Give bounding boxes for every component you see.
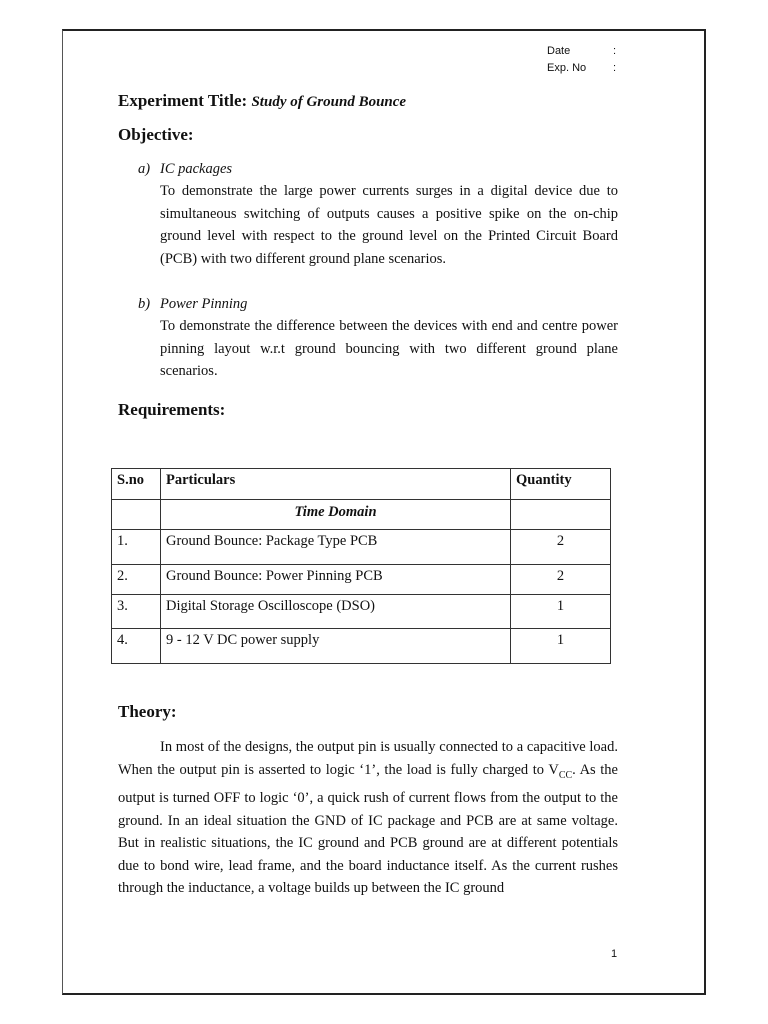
table-cell-sno: 2. bbox=[112, 565, 161, 595]
objective-item-ic-packages bbox=[118, 158, 618, 270]
vcc-subscript: CC bbox=[558, 769, 573, 781]
experiment-title bbox=[118, 88, 618, 114]
objective-item-title: IC packages bbox=[160, 161, 233, 177]
table-cell-quantity: 1 bbox=[511, 629, 611, 664]
objective-item-body: To demonstrate the large power currents surges in a digital device due to simultaneous switching of outputs causes a positive spike on the on-chip ground level with respect to the ground level on the Printed Circuit Board (PCB) with two different ground plane scenarios. bbox=[160, 183, 618, 267]
table-cell-quantity: 2 bbox=[511, 565, 611, 595]
theory-section bbox=[118, 700, 618, 915]
page-number: 1 bbox=[611, 948, 618, 960]
main-content bbox=[118, 88, 618, 421]
table-cell-sno: 4. bbox=[112, 629, 161, 664]
theory-heading: Theory: bbox=[118, 702, 177, 721]
table-cell-sno: 3. bbox=[112, 595, 161, 629]
date-row bbox=[547, 43, 621, 60]
theory-text-part2: . As the output is turned OFF to logic ‘0’, a quick rush of current flows from the output to the ground. In an ideal situation the GND of IC package and PCB are at same voltage. But in realistic situations, the IC ground and PCB ground are at different potentials due to bond wire, lead frame, and the board inductance itself. As the current rushes through the inductance, a voltage builds up between the IC ground bbox=[118, 761, 618, 897]
table-cell-particular: 9 - 12 V DC power supply bbox=[161, 629, 511, 664]
table-cell bbox=[112, 500, 161, 530]
header-meta bbox=[547, 43, 621, 77]
theory-paragraph bbox=[118, 736, 618, 900]
objective-item-letter: a) bbox=[138, 161, 151, 177]
objective-item-power-pinning bbox=[118, 293, 618, 383]
objective-item-title: Power Pinning bbox=[160, 296, 248, 312]
table-row bbox=[112, 565, 611, 595]
table-row bbox=[112, 595, 611, 629]
table-cell-quantity: 1 bbox=[511, 595, 611, 629]
objective-heading: Objective: bbox=[118, 125, 194, 144]
column-header-particulars: Particulars bbox=[161, 469, 511, 500]
theory-text-part1: In most of the designs, the output pin is usually connected to a capacitive load. When the output pin is asserted to logic ‘1’, the load is fully charged to V bbox=[118, 739, 618, 778]
exp-no-colon: : bbox=[613, 62, 617, 74]
objective-item-head bbox=[138, 158, 618, 180]
exp-no-row bbox=[547, 60, 621, 77]
table-header-row bbox=[112, 469, 611, 500]
experiment-title-text: Study of Ground Bounce bbox=[251, 94, 407, 110]
table-cell-particular: Ground Bounce: Power Pinning PCB bbox=[161, 565, 511, 595]
requirements-table bbox=[111, 468, 611, 664]
table-cell-sno: 1. bbox=[112, 530, 161, 565]
objective-item-letter: b) bbox=[138, 296, 151, 312]
table-row bbox=[112, 629, 611, 664]
objective-item-head bbox=[138, 293, 618, 315]
date-label: Date bbox=[547, 45, 571, 57]
time-domain-subheader: Time Domain bbox=[161, 500, 511, 530]
experiment-title-label: Experiment Title: bbox=[118, 91, 248, 110]
table-cell-particular: Ground Bounce: Package Type PCB bbox=[161, 530, 511, 565]
table-cell bbox=[511, 500, 611, 530]
objective-item-body: To demonstrate the difference between the devices with end and centre power pinning layout w.r.t ground bouncing with two different ground plane scenarios. bbox=[160, 318, 618, 379]
table-cell-quantity: 2 bbox=[511, 530, 611, 565]
exp-no-label: Exp. No bbox=[547, 62, 587, 74]
table-subheader-row bbox=[112, 500, 611, 530]
table-cell-particular: Digital Storage Oscilloscope (DSO) bbox=[161, 595, 511, 629]
column-header-quantity: Quantity bbox=[511, 469, 611, 500]
requirements-heading: Requirements: bbox=[118, 399, 226, 419]
date-colon: : bbox=[613, 45, 617, 57]
table-row bbox=[112, 530, 611, 565]
column-header-sno: S.no bbox=[112, 469, 161, 500]
